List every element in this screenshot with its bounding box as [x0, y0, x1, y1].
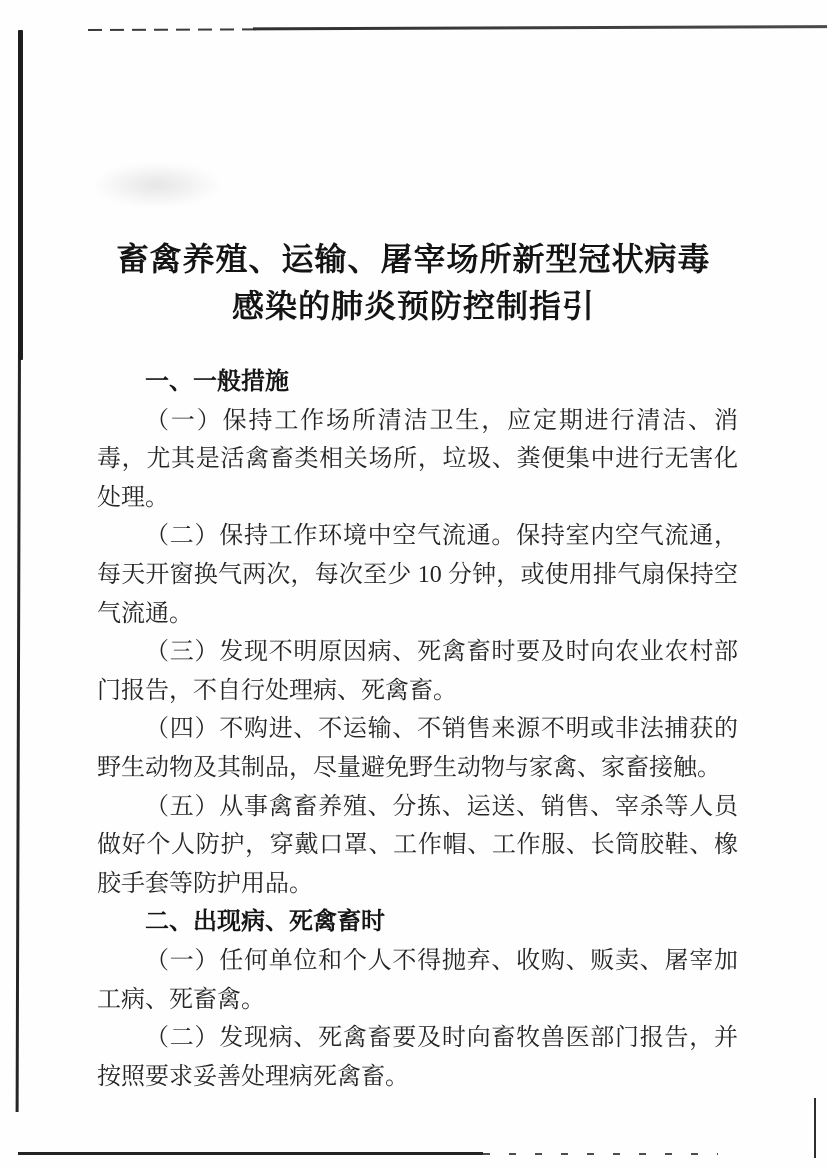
scan-artifact-bottom-right-tick	[814, 1098, 816, 1158]
paragraph-section1-item4: （四）不购进、不运输、不销售来源不明或非法捕获的野生动物及其制品，尽量避免野生动物与家禽、家畜接触。	[97, 716, 738, 781]
paragraph-section1-item2: （二）保持工作环境中空气流通。保持室内空气流通，每天开窗换气两次，每次至少 10 分钟，或使用排气扇保持空气流通。	[97, 523, 738, 627]
document-body	[97, 363, 738, 1096]
paragraph-section2-item2: （二）发现病、死禽畜要及时向畜牧兽医部门报告，并按照要求妥善处理病死禽畜。	[97, 1025, 738, 1090]
scan-artifact-top-rule	[88, 25, 827, 31]
scan-artifact-top-rule-dashed	[88, 28, 258, 31]
section-heading-sick-dead-animals: 二、出现病、死禽畜时	[145, 908, 385, 936]
paragraph-section2-item1: （一）任何单位和个人不得抛弃、收购、贩卖、屠宰加工病、死畜禽。	[97, 947, 738, 1013]
paragraph-section1-item3: （三）发现不明原因病、死禽畜时要及时向农业农村部门报告，不自行处理病、死禽畜。	[97, 639, 738, 704]
paragraph-section1-item1: （一）保持工作场所清洁卫生，应定期进行清洁、消毒，尤其是活禽畜类相关场所，垃圾、粪便集中进行无害化处理。	[97, 407, 738, 511]
scan-artifact-top-rule-solid	[253, 25, 827, 30]
document-title-line1: 畜禽养殖、运输、屠宰场所新型冠状病毒	[116, 241, 711, 277]
scan-artifact-bottom-rule-dashed	[483, 1153, 718, 1155]
scan-artifact-bottom-rule-solid	[18, 1152, 483, 1155]
paragraph-section1-item5: （五）从事禽畜养殖、分拣、运送、销售、宰杀等人员做好个人防护，穿戴口罩、工作帽、工作服、长筒胶鞋、橡胶手套等防护用品。	[97, 793, 738, 897]
section-heading-general-measures: 一、一般措施	[145, 368, 289, 395]
document-title-line2: 感染的肺炎预防控制指引	[231, 288, 595, 324]
document-title	[0, 236, 827, 330]
scan-artifact-smudge	[92, 162, 222, 208]
